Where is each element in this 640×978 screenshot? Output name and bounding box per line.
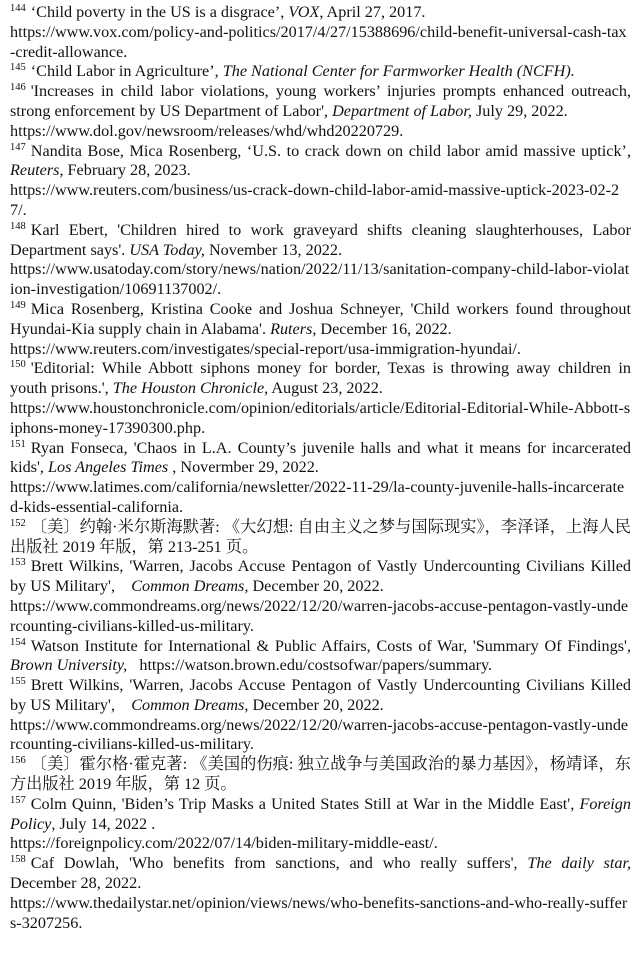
footnote-number: 144 bbox=[10, 3, 26, 14]
footnote bbox=[10, 795, 631, 854]
citation-text: Mica Rosenberg, Kristina Cooke and Joshua Schneyer, 'Child workers found throughout Hyundai-Kia supply chain in Alabama'. bbox=[10, 299, 631, 338]
footnote-number: 148 bbox=[10, 220, 26, 232]
citation-source-name: The Houston Chronicle bbox=[112, 379, 265, 398]
citation-source-name: The daily star, bbox=[527, 854, 631, 873]
footnote-number: 152 bbox=[10, 517, 26, 529]
footnote-number: 156 bbox=[10, 755, 26, 767]
citation-source-name: Foreign Policy bbox=[10, 794, 631, 833]
citation-url: https://www.thedailystar.net/opinion/views/news/who-benefits-sanctions-and-who-really-suffers-3207256. bbox=[10, 893, 628, 932]
footnote bbox=[10, 62, 631, 82]
footnote-number: 151 bbox=[10, 438, 26, 450]
footnote-number: 150 bbox=[10, 359, 26, 371]
footnote bbox=[10, 637, 631, 677]
footnote-number: 149 bbox=[10, 299, 26, 311]
footnote-number: 157 bbox=[10, 794, 26, 806]
citation-source-name: Los Angeles Times bbox=[48, 458, 169, 477]
citation-text: November 13, 2022. bbox=[204, 240, 343, 259]
citation-url: https://www.commondreams.org/news/2022/12/20/warren-jacobs-accuse-pentagon-vastly-undercounting-civilians-killed-us-military. bbox=[10, 596, 629, 635]
citation-text: ‘Child Labor in Agriculture’, bbox=[30, 62, 223, 81]
footnote-list bbox=[10, 3, 631, 933]
footnote bbox=[10, 439, 631, 518]
citation-text: July 29, 2022. bbox=[471, 101, 568, 120]
citation-text: Brett Wilkins, 'Warren, Jacobs Accuse Pentagon of Vastly Undercounting Civilians Killed by US Military', bbox=[10, 676, 631, 714]
citation-text: Ryan Fonseca, 'Chaos in L.A. County’s juvenile halls and what it means for incarcerated kids', bbox=[10, 438, 631, 477]
citation-url: https://www.reuters.com/business/us-crack-down-child-labor-amid-massive-uptick-2023-02-27/. bbox=[10, 181, 620, 219]
citation-url: https://foreignpolicy.com/2022/07/14/biden-military-middle-east/. bbox=[10, 834, 438, 853]
footnote bbox=[10, 142, 631, 221]
citation-source-name: Reuters bbox=[10, 161, 60, 180]
citation-source-name: VOX bbox=[288, 3, 320, 21]
footnote bbox=[10, 300, 631, 359]
citation-text: , February 28, 2023. bbox=[59, 161, 191, 180]
citation-text bbox=[127, 656, 139, 674]
footnote-number: 158 bbox=[10, 854, 26, 866]
footnote bbox=[10, 676, 631, 755]
footnote-number: 154 bbox=[10, 636, 26, 648]
citation-text: ‘Child poverty in the US is a disgrace’, bbox=[30, 3, 289, 21]
citation-text: , April 27, 2017. bbox=[319, 3, 426, 21]
footnote bbox=[10, 557, 631, 636]
citation-url: https://www.dol.gov/newsroom/releases/whd/whd20220729. bbox=[10, 121, 404, 140]
footnote bbox=[10, 755, 631, 795]
footnote-number: 146 bbox=[10, 82, 26, 94]
footnote-number: 155 bbox=[10, 676, 26, 688]
citation-text: Caf Dowlah, 'Who benefits from sanctions, and who really suffers', bbox=[30, 854, 528, 873]
citation-url: https://www.latimes.com/california/newsletter/2022-11-29/la-county-juvenile-halls-incarcerated-kids-essential-california. bbox=[10, 478, 625, 516]
footnote bbox=[10, 359, 631, 438]
footnote-number: 145 bbox=[10, 62, 26, 74]
citation-source-name: Common Dreams, bbox=[131, 577, 249, 596]
citation-source-name: The National Center for Farmworker Health (NCFH). bbox=[222, 62, 575, 81]
citation-text: Colm Quinn, 'Biden’s Trip Masks a United States Still at War in the Middle East', bbox=[30, 794, 580, 813]
citation-url: https://www.vox.com/policy-and-politics/2017/4/27/15388696/child-benefit-universal-cash-tax-credit-allowance. bbox=[10, 22, 627, 61]
citation-source-name: Brown University, bbox=[10, 656, 128, 675]
footnote bbox=[10, 854, 631, 933]
citation-text: , December 20, 2022. bbox=[244, 695, 384, 714]
citation-text: Watson Institute for International & Public Affairs, Costs of War, 'Summary Of Findings', bbox=[30, 636, 631, 655]
citation-text: , Novermber 29, 2022. bbox=[168, 458, 319, 477]
citation-text: Nandita Bose, Mica Rosenberg, ‘U.S. to crack down on child labor amid massive uptick’, bbox=[30, 141, 631, 160]
citation-source-name: USA Today, bbox=[129, 240, 205, 259]
citation-source-name: Common Dreams bbox=[131, 695, 245, 714]
citation-text: 'Increases in child labor violations, young workers’ injuries prompts enhanced outreach, strong enforcement by US Department of Labor', bbox=[10, 82, 631, 120]
citation-url: https://watson.brown.edu/costsofwar/papers/summary. bbox=[139, 656, 493, 675]
footnote bbox=[10, 221, 631, 300]
footnote bbox=[10, 518, 631, 558]
citation-source-name: Ruters bbox=[270, 319, 313, 338]
citation-source-name: Department of Labor, bbox=[332, 101, 472, 120]
citation-text: 'Editorial: While Abbott siphons money for border, Texas is throwing away children in youth prisons.', bbox=[10, 359, 631, 398]
footnote bbox=[10, 82, 631, 141]
citation-url: https://www.usatoday.com/story/news/nation/2022/11/13/sanitation-company-child-labor-violation-investigation/10691137002/. bbox=[10, 260, 630, 299]
footnote-number: 153 bbox=[10, 557, 26, 569]
citation-text: 〔美〕霍尔格·霍克著: 《美国的伤痕: 独立战争与美国政治的暴力基因》，杨靖译，东方出版社 2019 年版，第 12 页。 bbox=[10, 755, 631, 794]
footnote-number: 147 bbox=[10, 141, 26, 153]
citation-text: Brett Wilkins, 'Warren, Jacobs Accuse Pentagon of Vastly Undercounting Civilians Killed by US Military', bbox=[10, 557, 631, 596]
citation-url: https://www.reuters.com/investigates/special-report/usa-immigration-hyundai/. bbox=[10, 339, 521, 358]
citation-text: December 28, 2022. bbox=[10, 874, 142, 893]
citation-url: https://www.commondreams.org/news/2022/12/20/warren-jacobs-accuse-pentagon-vastly-undercounting-civilians-killed-us-military. bbox=[10, 715, 629, 754]
citation-text: , July 14, 2022 . bbox=[51, 814, 156, 833]
citation-url: https://www.houstonchronicle.com/opinion/editorials/article/Editorial-Editorial-While-Abbott-siphons-money-17390300.php. bbox=[10, 398, 631, 437]
citation-text: , August 23, 2022. bbox=[264, 379, 383, 398]
footnote bbox=[10, 3, 631, 62]
citation-text: 〔美〕约翰·米尔斯海默著: 《大幻想: 自由主义之梦与国际现实》，李泽译，上海人民出版社 2019 年版，第 213-251 页。 bbox=[10, 517, 631, 556]
citation-text: December 20, 2022. bbox=[248, 577, 384, 596]
citation-text: , December 16, 2022. bbox=[312, 319, 452, 338]
citation-text: Karl Ebert, 'Children hired to work graveyard shifts cleaning slaughterhouses, Labor Department says'. bbox=[10, 220, 631, 259]
